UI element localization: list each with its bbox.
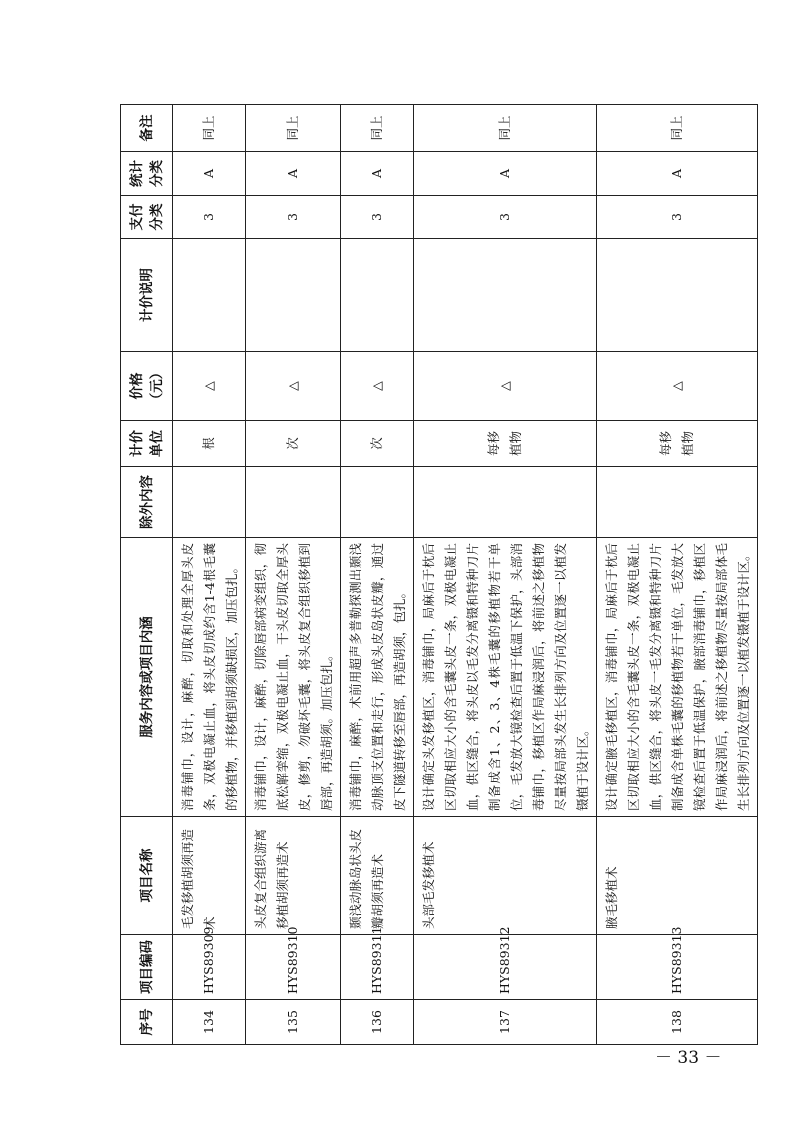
cell-price: △	[597, 352, 758, 421]
cell-exclusion	[173, 467, 246, 538]
cell-pricing-note	[414, 239, 597, 352]
cell-exclusion	[246, 467, 341, 538]
cell-pay-class: 3	[414, 196, 597, 239]
cell-remark: 同上	[341, 105, 414, 152]
cell-remark: 同上	[597, 105, 758, 152]
header-exclusion: 除外内容	[121, 467, 173, 538]
header-price: 价格（元）	[121, 352, 173, 421]
cell-name: 头皮复合组织游离移植胡须再造术	[246, 817, 341, 935]
cell-stat-class: A	[414, 152, 597, 196]
cell-stat-class: A	[597, 152, 758, 196]
cell-stat-class: A	[246, 152, 341, 196]
table-header-row	[121, 105, 173, 1045]
header-pay-class: 支付分类	[121, 196, 173, 239]
header-remark: 备注	[121, 105, 173, 152]
table-row	[414, 105, 597, 1045]
service-pricing-table	[120, 104, 758, 1045]
rotated-table-container	[120, 105, 751, 1045]
cell-stat-class: A	[341, 152, 414, 196]
cell-pay-class: 3	[597, 196, 758, 239]
cell-exclusion	[597, 467, 758, 538]
cell-content: 消毒铺巾，设计，麻醉，切除唇部病变组织，彻底松解挛缩，双极电凝止血，干头皮切取全厚头皮，修剪，勿破坏毛囊，将头皮复合组织移植到唇部，再造胡须。加压包扎。	[246, 538, 341, 817]
cell-seq: 138	[597, 1000, 758, 1045]
cell-price: △	[173, 352, 246, 421]
cell-exclusion	[341, 467, 414, 538]
header-content: 服务内容或项目内涵	[121, 538, 173, 817]
table-row	[597, 105, 758, 1045]
table-row	[246, 105, 341, 1045]
cell-pricing-note	[597, 239, 758, 352]
cell-pay-class: 3	[246, 196, 341, 239]
cell-exclusion	[414, 467, 597, 538]
cell-pricing-note	[341, 239, 414, 352]
cell-code: HYS89309	[173, 935, 246, 1000]
cell-price: △	[246, 352, 341, 421]
cell-pricing-note	[246, 239, 341, 352]
cell-remark: 同上	[173, 105, 246, 152]
cell-name: 腋毛移植术	[597, 817, 758, 935]
cell-price: △	[414, 352, 597, 421]
cell-content: 设计确定腋毛移植区，消毒铺巾，局麻后于枕后区切取相应大小的含毛囊头皮一条，双极电凝止血，供区缝合，将头皮一毛发分离镊和特种刀片制备成含单株毛囊的移植物若干单位，毛发放大镜检查后置于低温保护，腋部消毒铺巾，移植区作局麻浸润后，将前述之移植物尽量按局部体毛生长排列方向及位置逐一以植发镊植于设计区。	[597, 538, 758, 817]
cell-content: 消毒铺巾，麻醉，术前用超声多普勒探测出颞浅动脉顶支位置和走行，形成头皮岛状皮瓣，通过皮下隧道转移至唇部，再造胡须，包扎。	[341, 538, 414, 817]
cell-unit: 次	[246, 421, 341, 467]
cell-stat-class: A	[173, 152, 246, 196]
cell-seq: 135	[246, 1000, 341, 1045]
header-name: 项目名称	[121, 817, 173, 935]
cell-code: HYS89311	[341, 935, 414, 1000]
cell-seq: 137	[414, 1000, 597, 1045]
cell-remark: 同上	[414, 105, 597, 152]
cell-pay-class: 3	[173, 196, 246, 239]
header-pricing-note: 计价说明	[121, 239, 173, 352]
cell-unit: 每移植物	[597, 421, 758, 467]
table-row	[173, 105, 246, 1045]
header-unit: 计价单位	[121, 421, 173, 467]
header-seq: 序号	[121, 1000, 173, 1045]
cell-unit: 每移植物	[414, 421, 597, 467]
table-row	[341, 105, 414, 1045]
cell-seq: 136	[341, 1000, 414, 1045]
cell-name: 颞浅动脉岛状头皮瓣胡须再造术	[341, 817, 414, 935]
header-code: 项目编码	[121, 935, 173, 1000]
cell-unit: 次	[341, 421, 414, 467]
page-number: － 33 －	[655, 1048, 722, 1068]
cell-code: HYS89313	[597, 935, 758, 1000]
cell-content: 消毒铺巾，设计，麻醉，切取和处理全厚头皮条，双极电凝止血，将头皮切成约含1-4根毛囊的移植物，并移植到胡须缺损区，加压包扎。	[173, 538, 246, 817]
cell-seq: 134	[173, 1000, 246, 1045]
cell-pay-class: 3	[341, 196, 414, 239]
cell-name: 毛发移植胡须再造术	[173, 817, 246, 935]
cell-remark: 同上	[246, 105, 341, 152]
cell-content: 设计确定头发移植区，消毒铺巾，局麻后于枕后区切取相应大小的含毛囊头皮一条，双极电凝止血，供区缝合，将头皮以毛发分离镊和特种刀片制备成含1、2、3、4株毛囊的移植物若干单位，毛发放大镜检查后置于低温下保护，头部消毒铺巾，移植区作局麻浸润后，将前述之移植物尽量按局部头发生长排列方向及位置逐一以植发镊植于设计区。	[414, 538, 597, 817]
cell-unit: 根	[173, 421, 246, 467]
cell-code: HYS89312	[414, 935, 597, 1000]
cell-price: △	[341, 352, 414, 421]
cell-code: HYS89310	[246, 935, 341, 1000]
cell-pricing-note	[173, 239, 246, 352]
cell-name: 头部毛发移植术	[414, 817, 597, 935]
header-stat-class: 统计分类	[121, 152, 173, 196]
